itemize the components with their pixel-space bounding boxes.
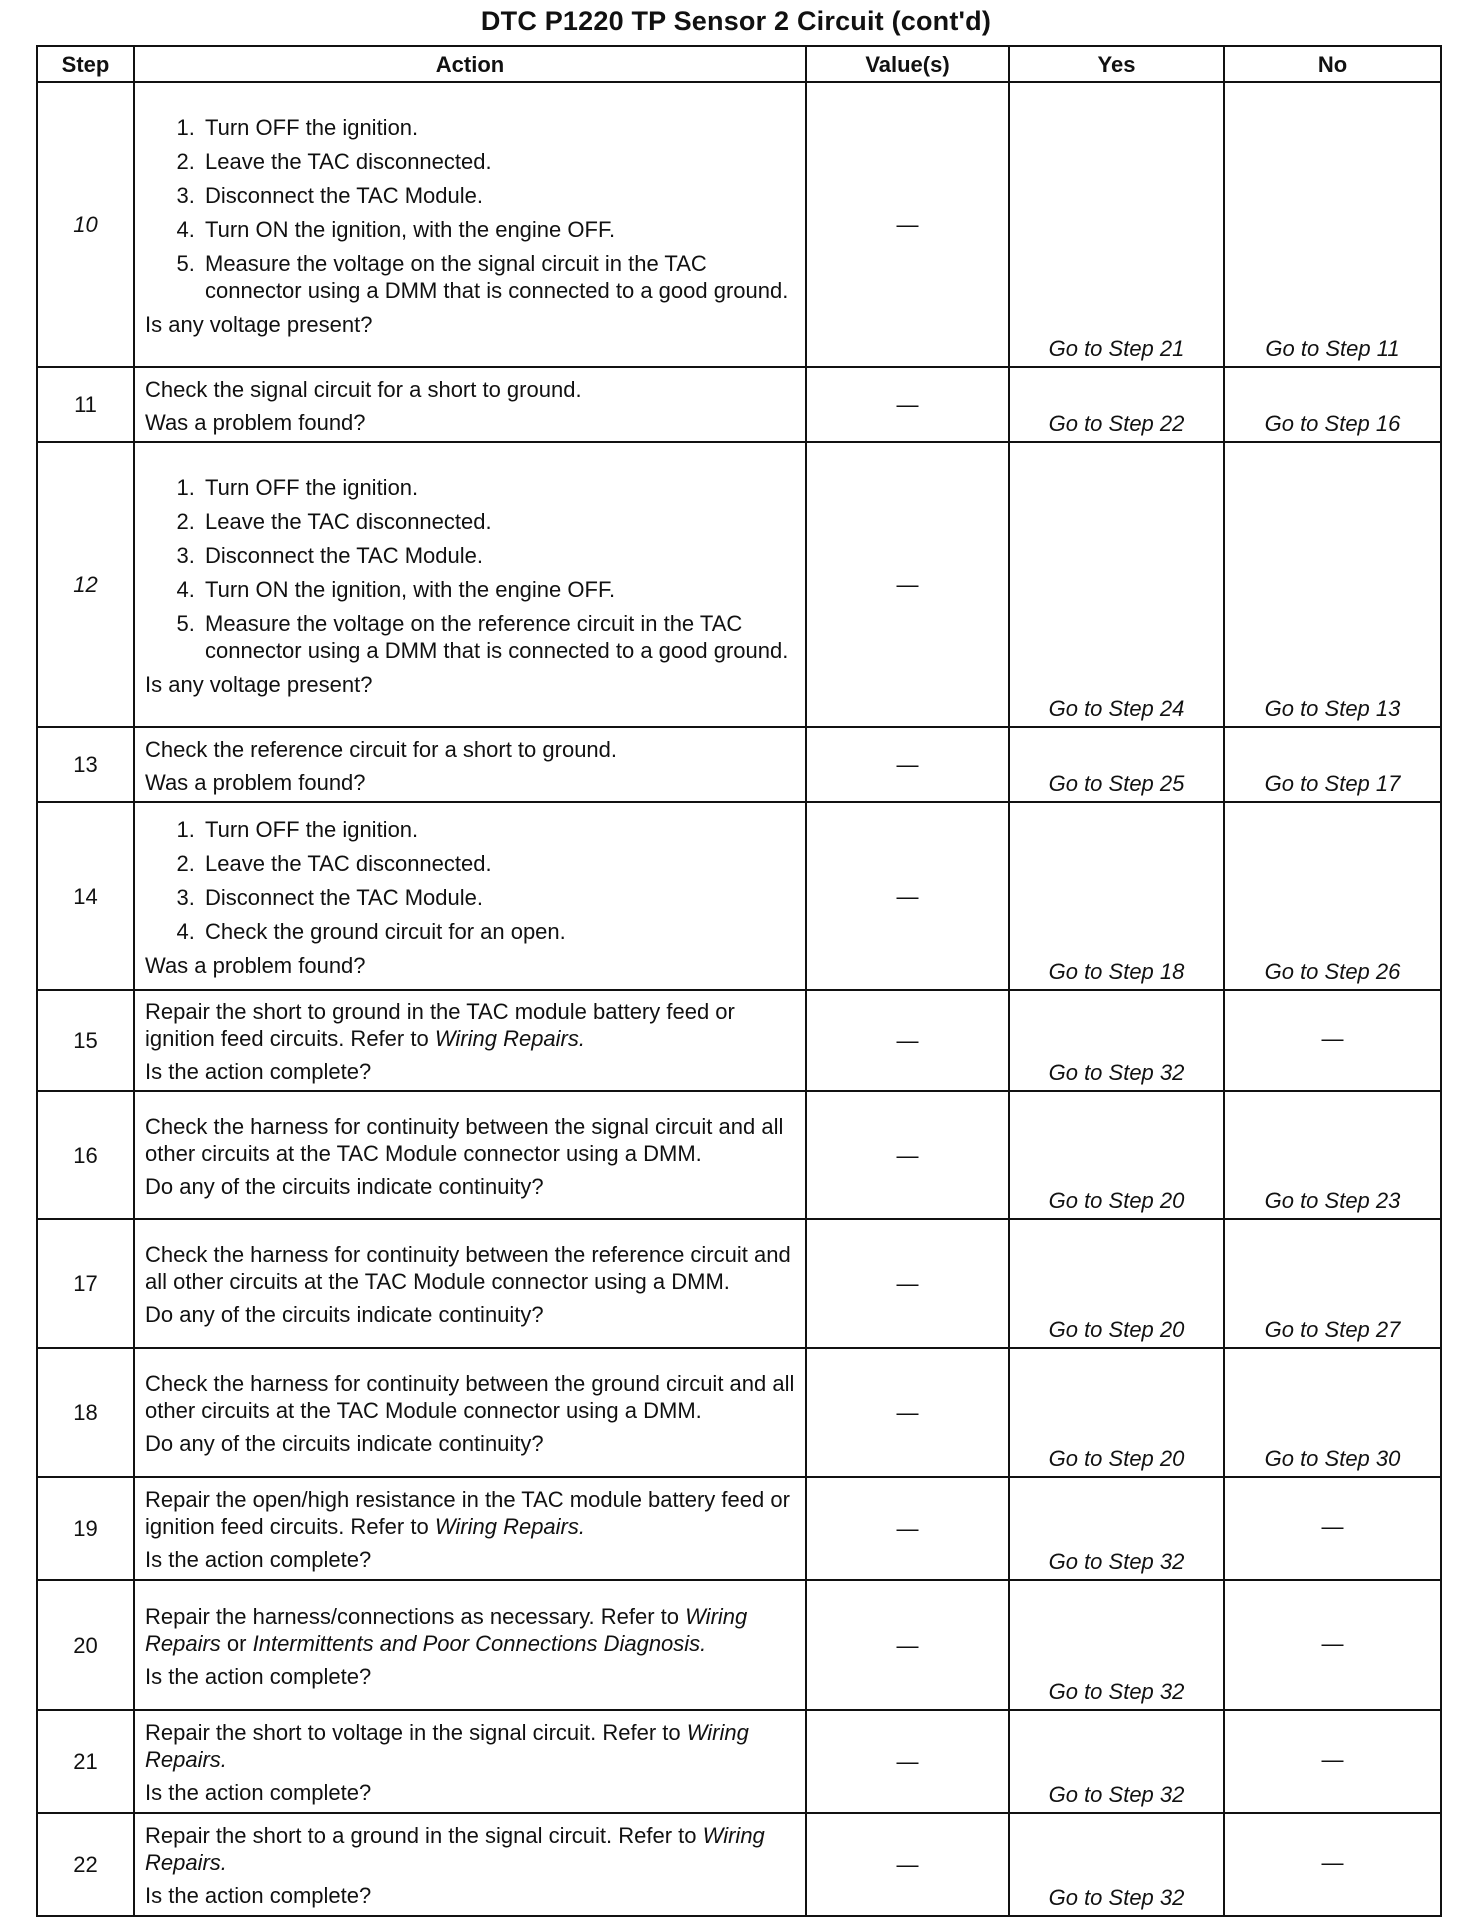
question: Is the action complete? <box>145 1883 372 1908</box>
reference-link-text: Wiring Repairs <box>145 1603 748 1656</box>
table-row <box>37 1477 1441 1580</box>
reference-link-text: Intermittents and Poor Connections Diagnosis. <box>252 1630 707 1656</box>
value-cell: — <box>806 990 1009 1091</box>
reference-link-text: Wiring Repairs. <box>434 1026 585 1051</box>
step-number: 14 <box>37 802 134 990</box>
header-action: Action <box>134 46 806 82</box>
action-cell <box>134 727 806 802</box>
step-number: 21 <box>37 1710 134 1813</box>
no-cell: Go to Step 27 <box>1224 1219 1441 1348</box>
yes-cell: Go to Step 20 <box>1009 1348 1224 1477</box>
question: Is the action complete? <box>145 1059 372 1084</box>
table-row <box>37 82 1441 367</box>
yes-cell: Go to Step 24 <box>1009 442 1224 727</box>
page-title: DTC P1220 TP Sensor 2 Circuit (cont'd) <box>480 6 992 36</box>
question: Is the action complete? <box>145 1547 372 1572</box>
action-cell <box>134 990 806 1091</box>
reference-link-text: Wiring Repairs. <box>145 1823 765 1875</box>
list-item: 3. Disconnect the TAC Module. <box>201 884 797 911</box>
value-cell: — <box>806 1219 1009 1348</box>
yes-cell: Go to Step 18 <box>1009 802 1224 990</box>
diagnostic-table <box>36 45 1442 1917</box>
instruction <box>145 1486 797 1540</box>
table-row <box>37 442 1441 727</box>
list-item: 5. Measure the voltage on the signal circuit in the TAC connector using a DMM that is connected to a good ground. <box>201 250 797 304</box>
yes-cell: Go to Step 21 <box>1009 82 1224 367</box>
header-values: Value(s) <box>806 46 1009 82</box>
instruction-text: Repair the short to a ground in the signal circuit. Refer to <box>145 1823 703 1848</box>
value-cell: — <box>806 1710 1009 1813</box>
header-yes: Yes <box>1009 46 1224 82</box>
no-cell: Go to Step 17 <box>1224 727 1441 802</box>
step-number: 11 <box>37 367 134 442</box>
value-cell: — <box>806 727 1009 802</box>
action-cell <box>134 1813 806 1916</box>
yes-cell: Go to Step 22 <box>1009 367 1224 442</box>
instruction <box>145 998 797 1052</box>
list-item: 1. Turn OFF the ignition. <box>201 114 797 141</box>
instruction-text: Repair the short to voltage in the signal circuit. Refer to <box>145 1720 687 1745</box>
value-cell: — <box>806 1091 1009 1219</box>
no-cell: Go to Step 30 <box>1224 1348 1441 1477</box>
table-row <box>37 990 1441 1091</box>
instruction: Check the harness for continuity between the reference circuit and all other circuits at the TAC Module connector using a DMM. <box>145 1242 791 1294</box>
table-row <box>37 1219 1441 1348</box>
step-number: 17 <box>37 1219 134 1348</box>
action-cell <box>134 82 806 367</box>
reference-link-text: Wiring Repairs. <box>434 1514 585 1539</box>
step-number: 12 <box>37 442 134 727</box>
yes-cell: Go to Step 32 <box>1009 1710 1224 1813</box>
list-item: 3. Disconnect the TAC Module. <box>201 542 797 569</box>
table-row <box>37 1580 1441 1710</box>
instruction <box>145 1603 797 1657</box>
list-item: 5. Measure the voltage on the reference circuit in the TAC connector using a DMM that is connected to a good ground. <box>201 610 797 664</box>
yes-cell: Go to Step 32 <box>1009 1580 1224 1710</box>
yes-cell: Go to Step 20 <box>1009 1219 1224 1348</box>
table-row <box>37 1710 1441 1813</box>
yes-cell: Go to Step 25 <box>1009 727 1224 802</box>
table-row <box>37 367 1441 442</box>
action-cell <box>134 1091 806 1219</box>
action-cell <box>134 1477 806 1580</box>
question: Is any voltage present? <box>145 671 373 697</box>
list-item: 4. Turn ON the ignition, with the engine OFF. <box>201 216 797 243</box>
question: Is the action complete? <box>145 1663 372 1689</box>
header-row <box>37 46 1441 82</box>
no-cell: Go to Step 26 <box>1224 802 1441 990</box>
value-cell: — <box>806 1580 1009 1710</box>
no-cell: — <box>1224 1477 1441 1580</box>
instruction-text: Repair the harness/connections as necessary. Refer to <box>145 1603 686 1629</box>
no-cell: — <box>1224 990 1441 1091</box>
instruction: Check the harness for continuity between the ground circuit and all other circuits at the TAC Module connector using a DMM. <box>145 1371 795 1423</box>
yes-cell: Go to Step 32 <box>1009 990 1224 1091</box>
instruction <box>145 1822 797 1876</box>
question: Is any voltage present? <box>145 311 373 337</box>
list-item: 4. Turn ON the ignition, with the engine OFF. <box>201 576 797 603</box>
no-cell: Go to Step 16 <box>1224 367 1441 442</box>
question: Was a problem found? <box>145 409 366 435</box>
no-cell: — <box>1224 1813 1441 1916</box>
step-number: 22 <box>37 1813 134 1916</box>
list-item: 2. Leave the TAC disconnected. <box>201 148 797 175</box>
question: Do any of the circuits indicate continuity? <box>145 1302 544 1327</box>
table-row <box>37 1348 1441 1477</box>
yes-cell: Go to Step 32 <box>1009 1477 1224 1580</box>
table-row <box>37 727 1441 802</box>
value-cell: — <box>806 82 1009 367</box>
action-cell <box>134 1348 806 1477</box>
value-cell: — <box>806 1348 1009 1477</box>
instruction-list <box>145 474 797 664</box>
value-cell: — <box>806 442 1009 727</box>
no-cell: — <box>1224 1710 1441 1813</box>
no-cell: Go to Step 13 <box>1224 442 1441 727</box>
instruction-list <box>145 816 797 945</box>
table-row <box>37 802 1441 990</box>
step-number: 18 <box>37 1348 134 1477</box>
list-item: 2. Leave the TAC disconnected. <box>201 508 797 535</box>
step-number: 20 <box>37 1580 134 1710</box>
action-cell <box>134 1580 806 1710</box>
question: Do any of the circuits indicate continuity? <box>145 1173 544 1199</box>
action-cell <box>134 1219 806 1348</box>
list-item: 2. Leave the TAC disconnected. <box>201 850 797 877</box>
no-cell: — <box>1224 1580 1441 1710</box>
instruction <box>145 1719 797 1773</box>
list-item: 4. Check the ground circuit for an open. <box>201 918 797 945</box>
value-cell: — <box>806 367 1009 442</box>
header-step: Step <box>37 46 134 82</box>
list-item: 3. Disconnect the TAC Module. <box>201 182 797 209</box>
action-cell <box>134 367 806 442</box>
table-row <box>37 1091 1441 1219</box>
action-cell <box>134 1710 806 1813</box>
question: Was a problem found? <box>145 769 366 795</box>
yes-cell: Go to Step 32 <box>1009 1813 1224 1916</box>
no-cell: Go to Step 23 <box>1224 1091 1441 1219</box>
value-cell: — <box>806 1477 1009 1580</box>
no-cell: Go to Step 11 <box>1224 82 1441 367</box>
table-row <box>37 1813 1441 1916</box>
question: Do any of the circuits indicate continuity? <box>145 1431 544 1456</box>
value-cell: — <box>806 802 1009 990</box>
list-item: 1. Turn OFF the ignition. <box>201 474 797 501</box>
instruction-text: Repair the open/high resistance in the TAC module battery feed or ignition feed circuits. Refer to <box>145 1487 790 1539</box>
value-cell: — <box>806 1813 1009 1916</box>
header-no: No <box>1224 46 1441 82</box>
instruction: Check the signal circuit for a short to ground. <box>145 376 582 402</box>
step-number: 19 <box>37 1477 134 1580</box>
list-item: 1. Turn OFF the ignition. <box>201 816 797 843</box>
step-number: 15 <box>37 990 134 1091</box>
action-cell <box>134 442 806 727</box>
instruction: Check the harness for continuity between the signal circuit and all other circuits at the TAC Module connector using a DMM. <box>145 1113 784 1166</box>
instruction-text: or <box>220 1630 253 1656</box>
question: Is the action complete? <box>145 1780 372 1805</box>
step-number: 13 <box>37 727 134 802</box>
step-number: 16 <box>37 1091 134 1219</box>
question: Was a problem found? <box>145 952 366 978</box>
instruction-text: Repair the short to ground in the TAC module battery feed or ignition feed circuits. Refer to <box>145 999 735 1051</box>
reference-link-text: Wiring Repairs. <box>145 1720 749 1772</box>
step-number: 10 <box>37 82 134 367</box>
action-cell <box>134 802 806 990</box>
instruction-list <box>145 114 797 304</box>
yes-cell: Go to Step 20 <box>1009 1091 1224 1219</box>
instruction: Check the reference circuit for a short to ground. <box>145 736 618 762</box>
